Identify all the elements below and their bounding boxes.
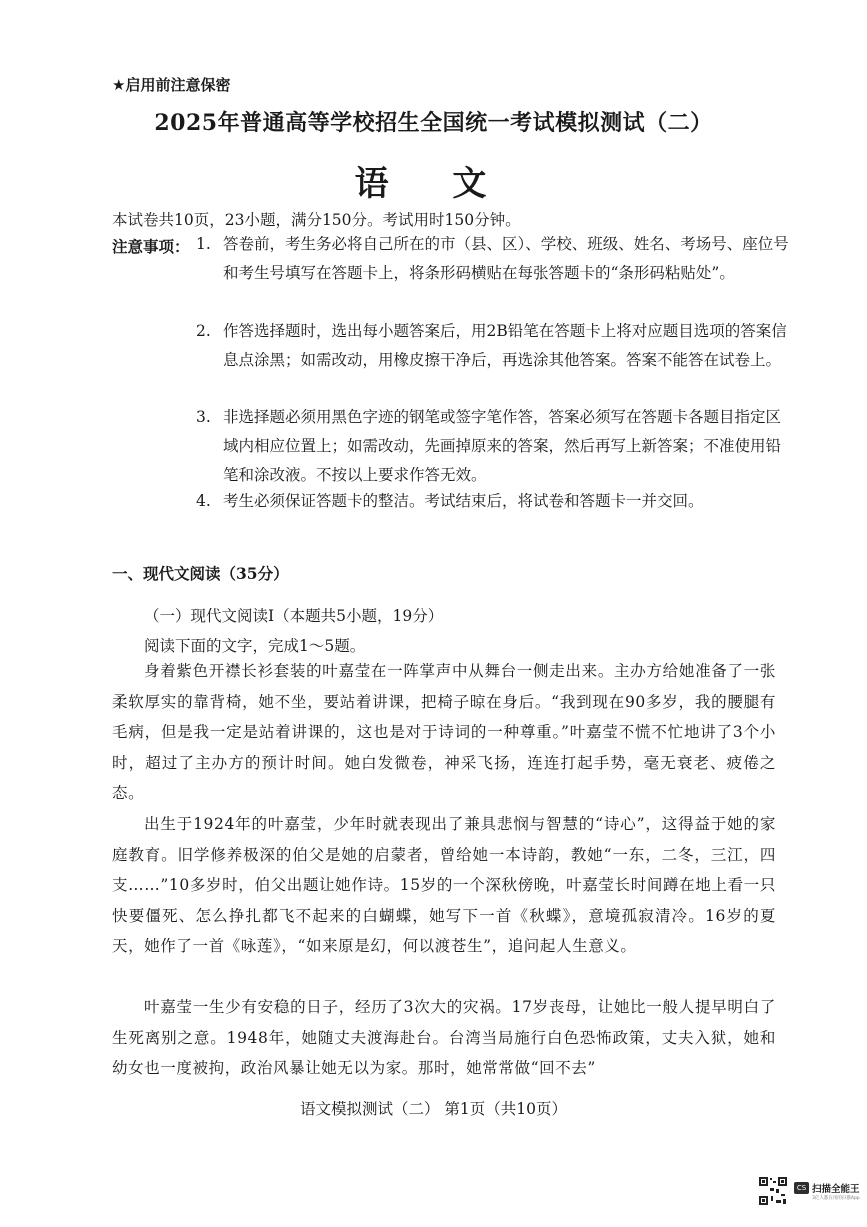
note-text: 答卷前，考生务必将自己所在的市（县、区）、学校、班级、姓名、考场号、座位号和考生号填写在答题卡上，将条形码横贴在每张答题卡的“条形码粘贴处”。	[223, 235, 789, 282]
qr-code-icon	[758, 1176, 788, 1206]
passage-paragraph-1: 身着紫色开襟长衫套装的叶嘉莹在一阵掌声中从舞台一侧走出来。主办方给她准备了一张柔软厚实的靠背椅，她不坐，要站着讲课，把椅子晾在身后。“我到现在90多岁，我的腰腿有毛病，但是我一定是站着讲课的，这也是对于诗词的一种尊重。”叶嘉莹不慌不忙地讲了3个小时，超过了主办方的预计时间。她白发微卷，神采飞扬，连连打起手势，毫无衰老、疲倦之态。	[112, 662, 776, 802]
page-footer: 语文模拟测试（二） 第1页（共10页）	[299, 1100, 567, 1118]
note-text: 作答选择题时，选出每小题答案后，用2B铅笔在答题卡上将对应题目选项的答案信息点涂黑；如需改动，用橡皮擦干净后，再选涂其他答案。答案不能答在试卷上。	[223, 322, 787, 369]
exam-title: 2025年普通高等学校招生全国统一考试模拟测试（二）	[154, 110, 713, 136]
exam-intro: 本试卷共10页，23小题，满分150分。考试用时150分钟。	[112, 211, 521, 229]
subsection-heading: （一）现代文阅读Ⅰ（本题共5小题，19分）	[144, 607, 444, 625]
notes-label: 注意事项：	[112, 237, 190, 256]
note-number: 1.	[196, 235, 211, 253]
note-item-4	[196, 487, 796, 516]
note-number: 4.	[196, 492, 211, 510]
note-number: 2.	[196, 322, 211, 340]
note-item-3	[196, 403, 796, 490]
reading-instruction: 阅读下面的文字，完成1～5题。	[144, 637, 366, 655]
note-item-1	[196, 230, 796, 288]
confidential-notice: ★启用前注意保密	[112, 76, 231, 94]
note-item-2	[196, 317, 796, 375]
subject-title: 语 文	[354, 164, 513, 204]
passage-paragraph-3: 叶嘉莹一生少有安稳的日子，经历了3次大的灾祸。17岁丧母，让她比一般人提早明白了生死离别之意。1948年，她随丈夫渡海赴台。台湾当局施行白色恐怖政策，丈夫入狱，她和幼女也一度被拘，政治风暴让她无以为家。那时，她常常做“回不去”	[112, 998, 776, 1077]
camscanner-tagline: 3亿人都在用的扫描App	[812, 1196, 860, 1201]
note-text: 考生必须保证答题卡的整洁。考试结束后，将试卷和答题卡一并交回。	[223, 492, 704, 510]
note-number: 3.	[196, 408, 211, 426]
section-heading: 一、现代文阅读（35分）	[112, 564, 289, 583]
passage-paragraph-2: 出生于1924年的叶嘉莹，少年时就表现出了兼具悲悯与智慧的“诗心”，这得益于她的家庭教育。旧学修养极深的伯父是她的启蒙者，曾给她一本诗韵，教她“一东，二冬，三江，四支……”10多岁时，伯父出题让她作诗。15岁的一个深秋傍晚，叶嘉莹长时间蹲在地上看一只快要僵死、怎么挣扎都飞不起来的白蝴蝶，她写下一首《秋蝶》，意境孤寂清冷。16岁的夏天，她作了一首《咏莲》，“如来原是幻，何以渡苍生”，追问起人生意义。	[112, 815, 776, 955]
note-text: 非选择题必须用黑色字迹的钢笔或签字笔作答，答案必须写在答题卡各题目指定区域内相应位置上；如需改动，先画掉原来的答案，然后再写上新答案；不准使用铅笔和涂改液。不按以上要求作答无效。	[223, 408, 782, 484]
camscanner-logo-icon: CS	[794, 1182, 809, 1194]
camscanner-name: 扫描全能王	[812, 1184, 860, 1195]
